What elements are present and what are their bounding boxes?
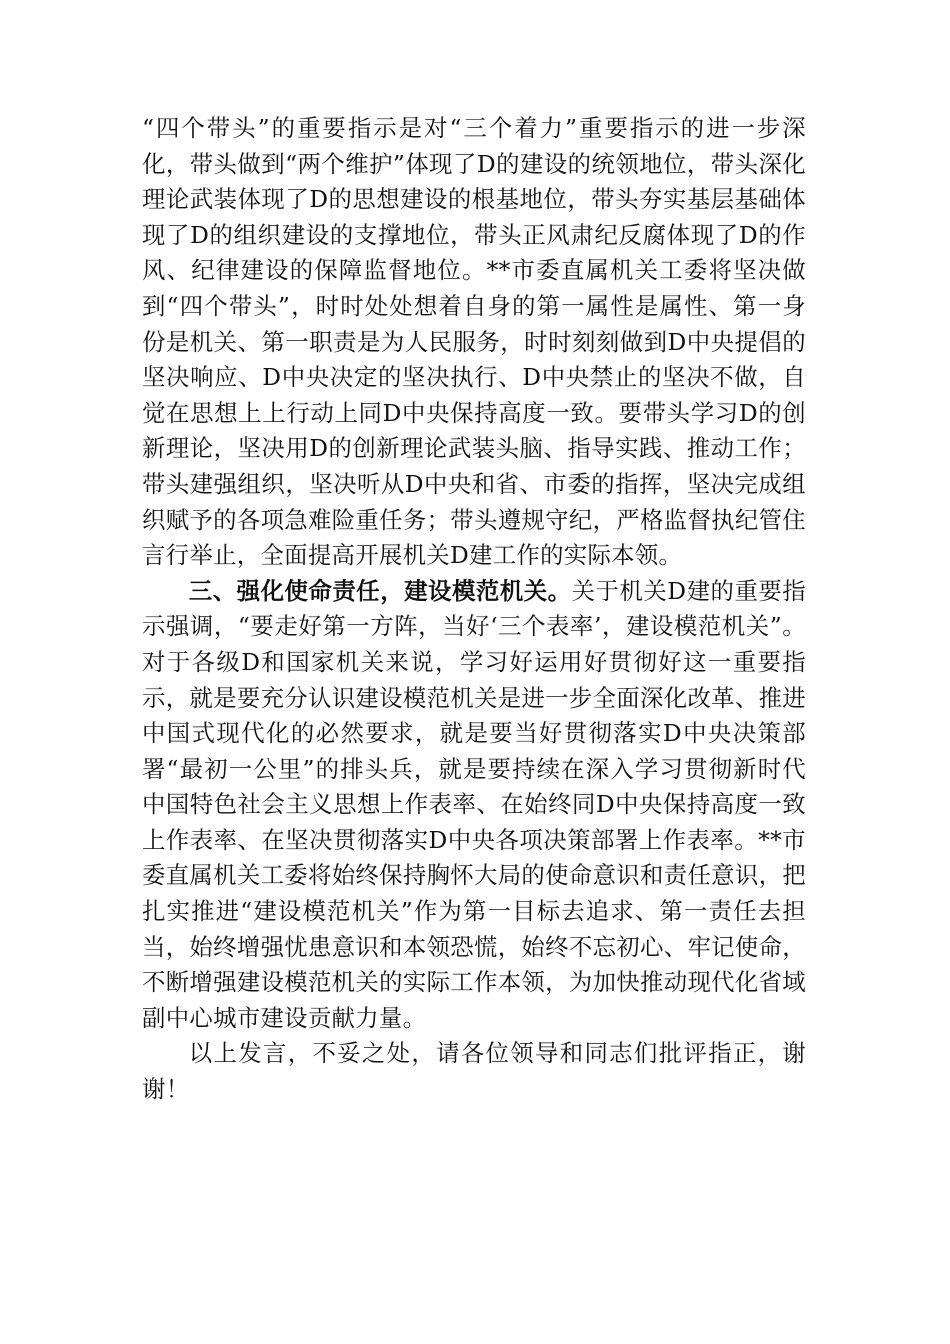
section-3-heading: 三、强化使命责任，建设模范机关。 [188,576,572,605]
closing-paragraph: 以上发言，不妥之处，请各位领导和同志们批评指正，谢谢！ [142,1039,806,1104]
section-3-paragraph [142,574,806,1037]
paragraph-1: “四个带头”的重要指示是对“三个着力”重要指示的进一步深化，带头做到“两个维护”体现了D的建设的统领地位，带头深化理论武装体现了D的思想建设的根基地位，带头夯实基层基础体现了D的组织建设的支撑地位，带头正风肃纪反腐体现了D的作风、纪律建设的保障监督地位。**市委直属机关工委将坚决做到“四个带头”，时时处处想着自身的第一属性是属性、第一身份是机关、第一职责是为人民服务，时时刻刻做到D中央提倡的坚决响应、D中央决定的坚决执行、D中央禁止的坚决不做，自觉在思想上上行动上同D中央保持高度一致。要带头学习D的创新理论，坚决用D的创新理论武装头脑、指导实践、推动工作；带头建强组织，坚决听从D中央和省、市委的指挥，坚决完成组织赋予的各项急难险重任务；带头遵规守纪，严格监督执纪管住言行举止，全面提高开展机关D建工作的实际本领。 [142,114,806,570]
document-body [142,111,806,1108]
section-3-body: 关于机关D建的重要指示强调，“要走好第一方阵，当好‘三个表率’，建设模范机关”。对于各级D和国家机关来说，学习好运用好贯彻好这一重要指示，就是要充分认识建设模范机关是进一步全面深化改革、推进中国式现代化的必然要求，就是要当好贯彻落实D中央决策部署“最初一公里”的排头兵，就是要持续在深入学习贯彻新时代中国特色社会主义思想上作表率、在始终同D中央保持高度一致上作表率、在坚决贯彻落实D中央各项决策部署上作表率。**市委直属机关工委将始终保持胸怀大局的使命意识和责任意识，把扎实推进“建设模范机关”作为第一目标去追求、第一责任去担当，始终增强忧患意识和本领恐慌，始终不忘初心、牢记使命，不断增强建设模范机关的实际工作本领，为加快推动现代化省域副中心城市建设贡献力量。 [142,576,806,1032]
